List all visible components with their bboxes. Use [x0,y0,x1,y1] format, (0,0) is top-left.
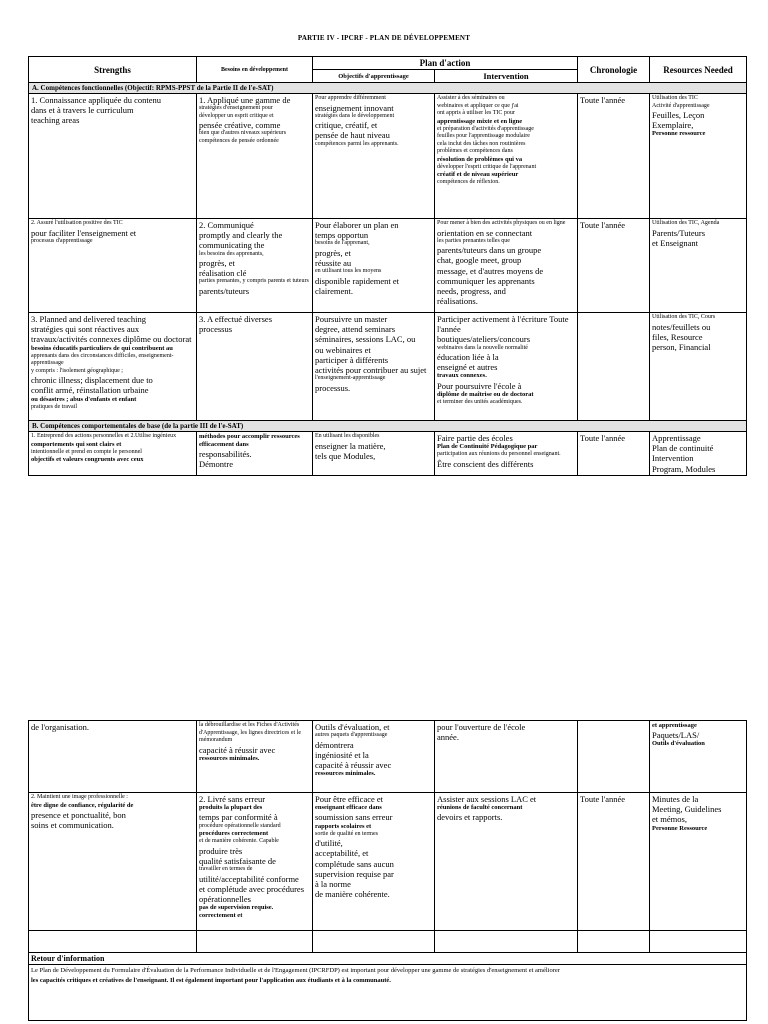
cell-line: être digne de confiance, régularité de [31,801,134,809]
objective-cell [313,432,435,476]
cell-line: Pour être efficace et [315,794,384,804]
cell-line: disponible rapidement et [315,275,400,286]
intervention-header: Intervention [435,70,578,83]
table-row [29,721,747,793]
cell-line: utilité/acceptabilité conforme [199,873,299,884]
cell-line: Pour élaborer un plan en [315,220,399,230]
cell-line: compétences parmi les apprenants. [315,140,399,147]
cell-line: Participer activement à l'écriture Toute l'année [437,314,569,335]
cell-line: et Enseignant [652,237,699,248]
objective-cell [313,219,435,313]
chronology-cell: Toute l'année [578,793,650,931]
table-row [29,931,747,953]
feedback-line: Le Plan de Développement du Formulaire d'Évaluation de la Performance Individuelle et de l'Engagement (IPCRFDP) est important pour développer une gamme de stratégies d'enseignement et améliorer [31,967,560,974]
cell-line: la débrouillardise et les Fiches d'Activités d'Apprentissage, les lignes directrices et le mémorandum [199,722,302,743]
cell-line: procédures correctement [199,830,269,837]
cell-line: communiquer les apprenants [437,275,535,286]
cell-line: pour faciliter l'enseignement et [31,227,137,238]
cell-line: boutiques/ateliers/concours [437,334,531,345]
cell-line: travaux connexes. [437,372,487,380]
cell-line: bien que d'autres niveaux supérieurs [199,130,287,137]
empty-cell [578,931,650,953]
cell-line: réussite au [315,258,352,269]
cell-line: développer l'esprit critique de l'apprenant [437,163,537,170]
cell-line: conflit armé, réinstallation urbaine [31,385,149,396]
need-cell [197,721,313,793]
strength-cell [29,793,197,931]
objective-cell [313,721,435,793]
cell-line: apprentissage mixte et en ligne [437,117,523,125]
cell-line: chat, google meet, group [437,255,522,266]
cell-line: et complétude avec procédures opérationnelles [199,883,305,904]
strengths-header: Strengths [29,57,197,83]
empty-cell [29,931,197,953]
cell-line: Parents/Tuteurs [652,227,706,238]
cell-line: Exemplaire, [652,120,694,131]
cell-line: y compris : l'isolement géographique ; [31,367,123,374]
cell-line: comportements qui sont clairs et [31,440,122,448]
cell-line: 2. Maintient une image professionnelle : [31,794,128,800]
cell-line: capacité à réussir avec [199,744,276,755]
cell-line: et préparation d'activités d'apprentissage [437,125,534,132]
cell-line: processus d'apprentissage [31,237,93,244]
cell-line: notes/feuillets ou [652,321,711,332]
objectives-header: Objectifs d'apprentissage [313,70,435,83]
section-a-heading: A. Compétences fonctionnelles (Objectif: RPMS-PPST de la Partie II de l'e-SAT) [29,83,747,94]
objective-cell [313,793,435,931]
cell-line: temps opportun [315,230,369,241]
page-title: PARTIE IV - IPCRF - PLAN DE DÉVELOPPEMENT [297,34,471,42]
cell-line: stratégies dans le développement [315,112,395,119]
table-row [29,94,747,219]
cell-line: person, Financial [652,341,711,352]
empty-cell [650,931,747,953]
resources-cell [650,94,747,219]
cell-line: pratiques de travail [31,403,77,410]
strength-cell [29,219,197,313]
cell-line: ou webinaires et [315,344,371,355]
cell-line: stratégies d'enseignement pour [199,105,273,112]
cell-line: méthodes pour accomplir ressources efficacement dans [199,433,300,449]
intervention-cell [435,432,578,476]
cell-line: webinaires et appliquer ce que j'ai [437,102,519,109]
cell-line: Assister aux sessions LAC et [437,794,537,804]
resources-cell [650,793,747,931]
cell-line: besoins éducatifs particuliers de qui contribuent au [31,344,173,352]
cell-line: Être conscient des différents [437,458,534,469]
cell-line: Personne Ressource [652,824,708,832]
cell-line: et mémos, [652,814,687,825]
cell-line: 1. Appliqué une gamme de [199,95,291,105]
cell-line: Utilisation des TIC, Agenda [652,220,720,226]
cell-line: parties prenantes, y compris parents et tuteurs [199,278,309,285]
cell-line: résolution de problèmes qui va [437,155,523,163]
cell-line: démontrera [315,739,354,750]
cell-line: ressources minimales. [199,754,260,762]
cell-line: sortie de qualité en termes [315,830,378,837]
cell-line: chronic illness; displacement due to [31,375,153,386]
cell-line: activités pour contribuer au sujet [315,364,427,375]
cell-line: rapports scolaires et [315,822,372,830]
strength-cell [29,313,197,421]
cell-line: Activité d'apprentissage [652,102,710,109]
cell-line: Paquets/LAS/ [652,730,700,741]
cell-line: créatif et de niveau supérieur [437,171,519,179]
intervention-cell [435,94,578,219]
empty-cell [313,931,435,953]
cell-line: enseignement innovant [315,102,394,113]
cell-line: promptly and clearly the communicating the [199,230,283,251]
cell-line: presence et ponctualité, bon [31,809,126,820]
cell-line: responsabilités. [199,449,252,460]
cell-line: soumission sans erreur [315,812,393,823]
cell-line: degree, attend seminars séminaires, sessions LAC, ou [315,324,416,345]
cell-line: problèmes et compétences dans [437,148,513,155]
cell-line: pensée de haut niveau [315,130,390,141]
empty-cell [197,931,313,953]
cell-line: réunions de faculté concernant [437,804,523,812]
cell-line: participer à différents [315,354,389,365]
cell-line: progrès, et [199,258,235,269]
cell-line: enseigné et autres [437,362,498,373]
cell-line: intentionnelle et prend en compte le personnel [31,448,142,455]
cell-line: les besoins des apprenants, [199,250,264,257]
cell-line: 3. Planned and delivered teaching [31,314,146,324]
resources-cell [650,313,747,421]
cell-line: Utilisation des TIC [652,95,698,101]
cell-line: Personne ressource [652,130,706,138]
feedback-heading: Retour d'information [29,953,747,965]
cell-line: Intervention [652,453,694,464]
needs-header: Besoins en développement [197,57,313,83]
cell-line: pensée créative, comme [199,120,281,131]
intervention-cell [435,793,578,931]
cell-line: Plan de continuité [652,443,714,454]
cell-line: 2. Livré sans erreur [199,794,266,804]
cell-line: Outils d'évaluation, et [315,722,390,732]
cell-line: tels que Modules, [315,450,376,461]
feedback-line: les capacités critiques et créatives de l'enseignant. Il est également important pour l'application aux étudiants et à la communauté. [31,976,391,984]
cell-line: dans et à travers le curriculum [31,105,134,116]
cell-line: processus [199,324,233,335]
cell-line: En utilisant les disponibles [315,433,380,439]
cell-line: enseigner la matière, [315,440,386,451]
cell-line: Pour poursuivre l'école à [437,380,522,391]
cell-line: compétences de réflexion. [437,179,500,186]
cell-line: Démontre [199,459,233,470]
cell-line: clairement. [315,285,353,296]
section-b-heading: B. Compétences comportementales de base (de la partie III de l'e-SAT) [29,421,747,432]
chronology-cell: Toute l'année [578,432,650,476]
cell-line: files, Resource [652,331,703,342]
resources-cell [650,219,747,313]
table-row [29,793,747,931]
cell-line: l'enseignement-apprentissage [315,375,386,382]
cell-line: pour l'ouverture de l'école [437,722,526,732]
cell-line: année. [437,732,459,743]
intervention-cell [435,313,578,421]
development-plan-table-continued [28,720,747,1021]
cell-line: et de manière cohérente. Capable [199,838,279,845]
intervention-cell [435,721,578,793]
cell-line: cela inclut des tâches non routinières [437,140,526,147]
cell-line: Utilisation des TIC, Cours [652,314,716,320]
chronology-cell [578,721,650,793]
feedback-body [29,965,747,1021]
objective-cell [313,94,435,219]
cell-line: Plan de Continuité Pédagogique par [437,443,538,451]
cell-line: compétences de pensée ordonnée [199,137,279,144]
cell-line: ressources minimales. [315,770,376,778]
cell-line: Program, Modules [652,463,716,474]
cell-line: qualité satisfaisante de [199,855,276,866]
action-plan-header: Plan d'action [313,57,578,70]
cell-line: 2. Assuré l'utilisation positive des TIC [31,220,123,226]
cell-line: Faire partie des écoles [437,433,513,443]
cell-line: Outils d'évaluation [652,740,705,748]
empty-cell [435,931,578,953]
cell-line: en utilisant tous les moyens [315,268,382,275]
cell-line: orientation en se connectant [437,227,533,238]
cell-line: feuilles pour l'apprentissage modulaire [437,133,530,140]
cell-line: pas de supervision requise. correctement et [199,904,274,920]
need-cell [197,94,313,219]
cell-line: Meeting, Guidelines [652,804,722,815]
resources-header: Resources Needed [650,57,747,83]
cell-line: réalisation clé [199,268,247,279]
objective-cell [313,313,435,421]
chronology-header: Chronologie [578,57,650,83]
chronology-cell [578,313,650,421]
cell-line: 1. Connaissance appliquée du contenu [31,95,162,105]
cell-line: réalisations. [437,296,478,307]
cell-line: parents/tuteurs dans un groupe [437,245,542,256]
strength-cell [29,721,197,793]
cell-line: Feuilles, Leçon [652,110,705,120]
cell-line: produire très [199,845,243,856]
cell-line: à la norme [315,878,351,889]
cell-line: stratégies qui sont réactives aux travaux/activités connexes diplôme ou doctorat [31,324,192,345]
cell-line: 2. Communiqué [199,220,254,230]
cell-line: supervision requise par [315,868,394,879]
cell-line: Pour apprendre différemment [315,95,386,101]
cell-line: diplôme de maîtrise ou de doctorat [437,390,534,398]
cell-line: de l'organisation. [31,722,90,732]
chronology-cell: Toute l'année [578,94,650,219]
resources-cell [650,432,747,476]
cell-line: processus. [315,382,351,393]
cell-line: parents/tuteurs [199,285,250,296]
cell-line: critique, créatif, et [315,120,378,131]
cell-line: ou désastres ; abus d'enfants et enfant [31,395,137,403]
cell-line: produits la plupart des [199,804,263,812]
need-cell [197,793,313,931]
table-row [29,313,747,421]
cell-line: capacité à réussir avec [315,760,392,771]
strength-cell [29,94,197,219]
cell-line: autres paquets d'apprentissage [315,732,388,739]
cell-line: enseignant efficace dans [315,804,382,812]
cell-line: et terminer des unités académiques. [437,398,523,405]
cell-line: Apprentissage [652,433,701,443]
cell-line: objectifs et valeurs congruents avec ceux [31,456,144,464]
cell-line: progrès, et [315,247,351,258]
cell-line: temps par conformité à [199,812,278,823]
cell-line: les parties prenantes telles que [437,237,510,244]
cell-line: complétude sans aucun [315,858,394,869]
table-row [29,432,747,476]
cell-line: Pour mener à bien des activités physiques ou en ligne [437,220,566,226]
need-cell [197,219,313,313]
cell-line: ont appris à utiliser les TIC pour [437,110,515,116]
cell-line: Minutes de la [652,794,699,804]
cell-line: ingéniosité et la [315,749,369,760]
cell-line: needs, progress, and [437,285,506,296]
cell-line: éducation liée à la [437,352,499,363]
cell-line: 3. A effectué diverses [199,314,273,324]
cell-line: développer un esprit critique et [199,112,274,119]
cell-line: de manière cohérente. [315,889,390,900]
intervention-cell [435,219,578,313]
need-cell [197,313,313,421]
cell-line: travailler en termes de [199,866,253,872]
cell-line: 1. Entreprend des actions personnelles et 2.Utilise ingénieux [31,433,177,439]
resources-cell [650,721,747,793]
strength-cell [29,432,197,476]
cell-line: devoirs et rapports. [437,812,503,823]
cell-line: Poursuivre un master [315,314,388,324]
cell-line: et apprentissage [652,722,697,729]
cell-line: teaching areas [31,115,80,126]
development-plan-table [28,56,747,476]
cell-line: acceptabilité, et [315,848,369,859]
cell-line: procédure opérationnelle standard [199,822,281,829]
cell-line: apprenants dans des circonstances difficiles, enseignement-apprentissage [31,352,174,367]
cell-line: webinaires dans la nouvelle normalité [437,344,528,351]
chronology-cell: Toute l'année [578,219,650,313]
cell-line: besoins de l'apprenant, [315,240,370,247]
need-cell [197,432,313,476]
table-row [29,219,747,313]
cell-line: message, et d'autres moyens de [437,265,544,276]
cell-line: soins et communication. [31,819,114,830]
cell-line: Assister à des séminaires ou [437,95,505,101]
cell-line: participation aux réunions du personnel enseignant. [437,451,561,458]
cell-line: d'utilité, [315,838,343,849]
